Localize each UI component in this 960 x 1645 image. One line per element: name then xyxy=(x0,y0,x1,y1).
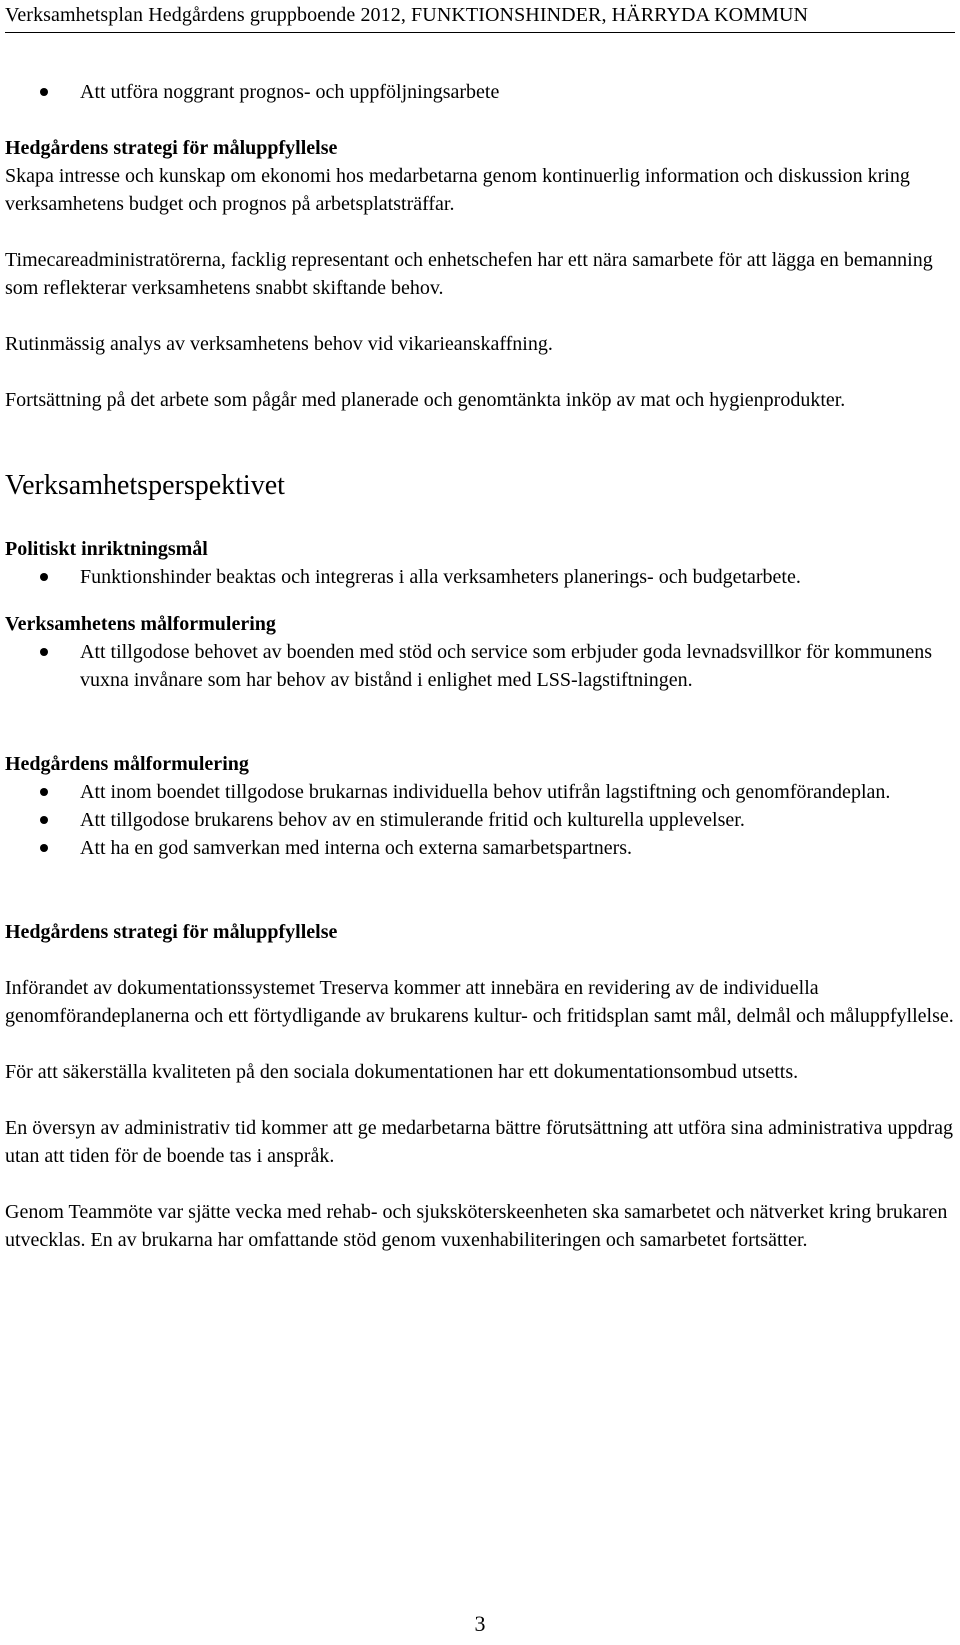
section-title: Verksamhetsperspektivet xyxy=(5,470,285,501)
economy-bullet-list xyxy=(5,78,955,106)
strategy-paragraph: Genom Teammöte var sjätte vecka med rehab- och sjuksköterskeenheten ska samarbetet och nätverket kring brukaren utvecklas. En av brukarna har omfattande stöd genom vuxenhabiliteringen och samarbetet fortsätter. xyxy=(5,1201,948,1251)
economy-paragraph: Skapa intresse och kunskap om ekonomi hos medarbetarna genom kontinuerlig information och diskussion kring verksamhetens budget och prognos på arbetsplatsträffar. xyxy=(5,165,910,215)
bullet-text: Att tillgodose behovet av boenden med stöd och service som erbjuder goda levnadsvillkor för kommunens vuxna invånare som har behov av bistånd i enlighet med LSS-lagstiftningen. xyxy=(80,641,933,691)
bullet-text: Att inom boendet tillgodose brukarnas individuella behov utifrån lagstiftning och genomförandeplan. xyxy=(80,781,891,803)
list-item xyxy=(5,563,955,591)
bullet-icon xyxy=(40,816,48,824)
economy-paragraph: Rutinmässig analys av verksamhetens behov vid vikarieanskaffning. xyxy=(5,333,553,355)
hedgarden-goal-list xyxy=(5,778,955,862)
header-rule xyxy=(5,32,955,33)
strategy-paragraph: En översyn av administrativ tid kommer att ge medarbetarna bättre förutsättning att utföra sina administrativa uppdrag utan att tiden för de boende tas i anspråk. xyxy=(5,1117,954,1167)
list-item xyxy=(5,638,955,694)
running-header: Verksamhetsplan Hedgårdens gruppboende 2012, FUNKTIONSHINDER, HÄRRYDA KOMMUN xyxy=(5,4,809,26)
list-item xyxy=(5,778,955,806)
bullet-icon xyxy=(40,573,48,581)
bullet-text: Att utföra noggrant prognos- och uppföljningsarbete xyxy=(80,81,500,103)
hedgarden-goal-heading: Hedgårdens målformulering xyxy=(5,753,249,775)
org-goal-heading: Verksamhetens målformulering xyxy=(5,613,276,635)
operations-strategy-heading: Hedgårdens strategi för måluppfyllelse xyxy=(5,921,338,943)
political-goal-heading: Politiskt inriktningsmål xyxy=(5,538,208,560)
strategy-paragraph: För att säkerställa kvaliteten på den sociala dokumentationen har ett dokumentationsombud utsetts. xyxy=(5,1061,799,1083)
page-content xyxy=(5,78,955,1254)
bullet-icon xyxy=(40,648,48,656)
economy-paragraph: Fortsättning på det arbete som pågår med planerade och genomtänkta inköp av mat och hygienprodukter. xyxy=(5,389,846,411)
bullet-icon xyxy=(40,788,48,796)
strategy-paragraph: Införandet av dokumentationssystemet Treserva kommer att innebära en revidering av de individuella genomförandeplanerna och ett förtydligande av brukarens kultur- och fritidsplan samt mål, delmål och måluppfyllelse. xyxy=(5,977,954,1027)
page-number: 3 xyxy=(474,1611,486,1636)
bullet-text: Att tillgodose brukarens behov av en stimulerande fritid och kulturella upplevelser. xyxy=(80,809,745,831)
bullet-icon xyxy=(40,844,48,852)
bullet-text: Att ha en god samverkan med interna och externa samarbetspartners. xyxy=(80,837,633,859)
list-item xyxy=(5,806,955,834)
economy-strategy-heading: Hedgårdens strategi för måluppfyllelse xyxy=(5,137,338,159)
economy-paragraph: Timecareadministratörerna, facklig representant och enhetschefen har ett nära samarbete för att lägga en bemanning som reflekterar verksamhetens snabbt skiftande behov. xyxy=(5,249,933,299)
list-item xyxy=(5,78,955,106)
list-item xyxy=(5,834,955,862)
political-goal-list xyxy=(5,563,955,591)
bullet-icon xyxy=(40,88,48,96)
org-goal-list xyxy=(5,638,955,694)
bullet-text: Funktionshinder beaktas och integreras i alla verksamheters planerings- och budgetarbete. xyxy=(80,566,801,588)
